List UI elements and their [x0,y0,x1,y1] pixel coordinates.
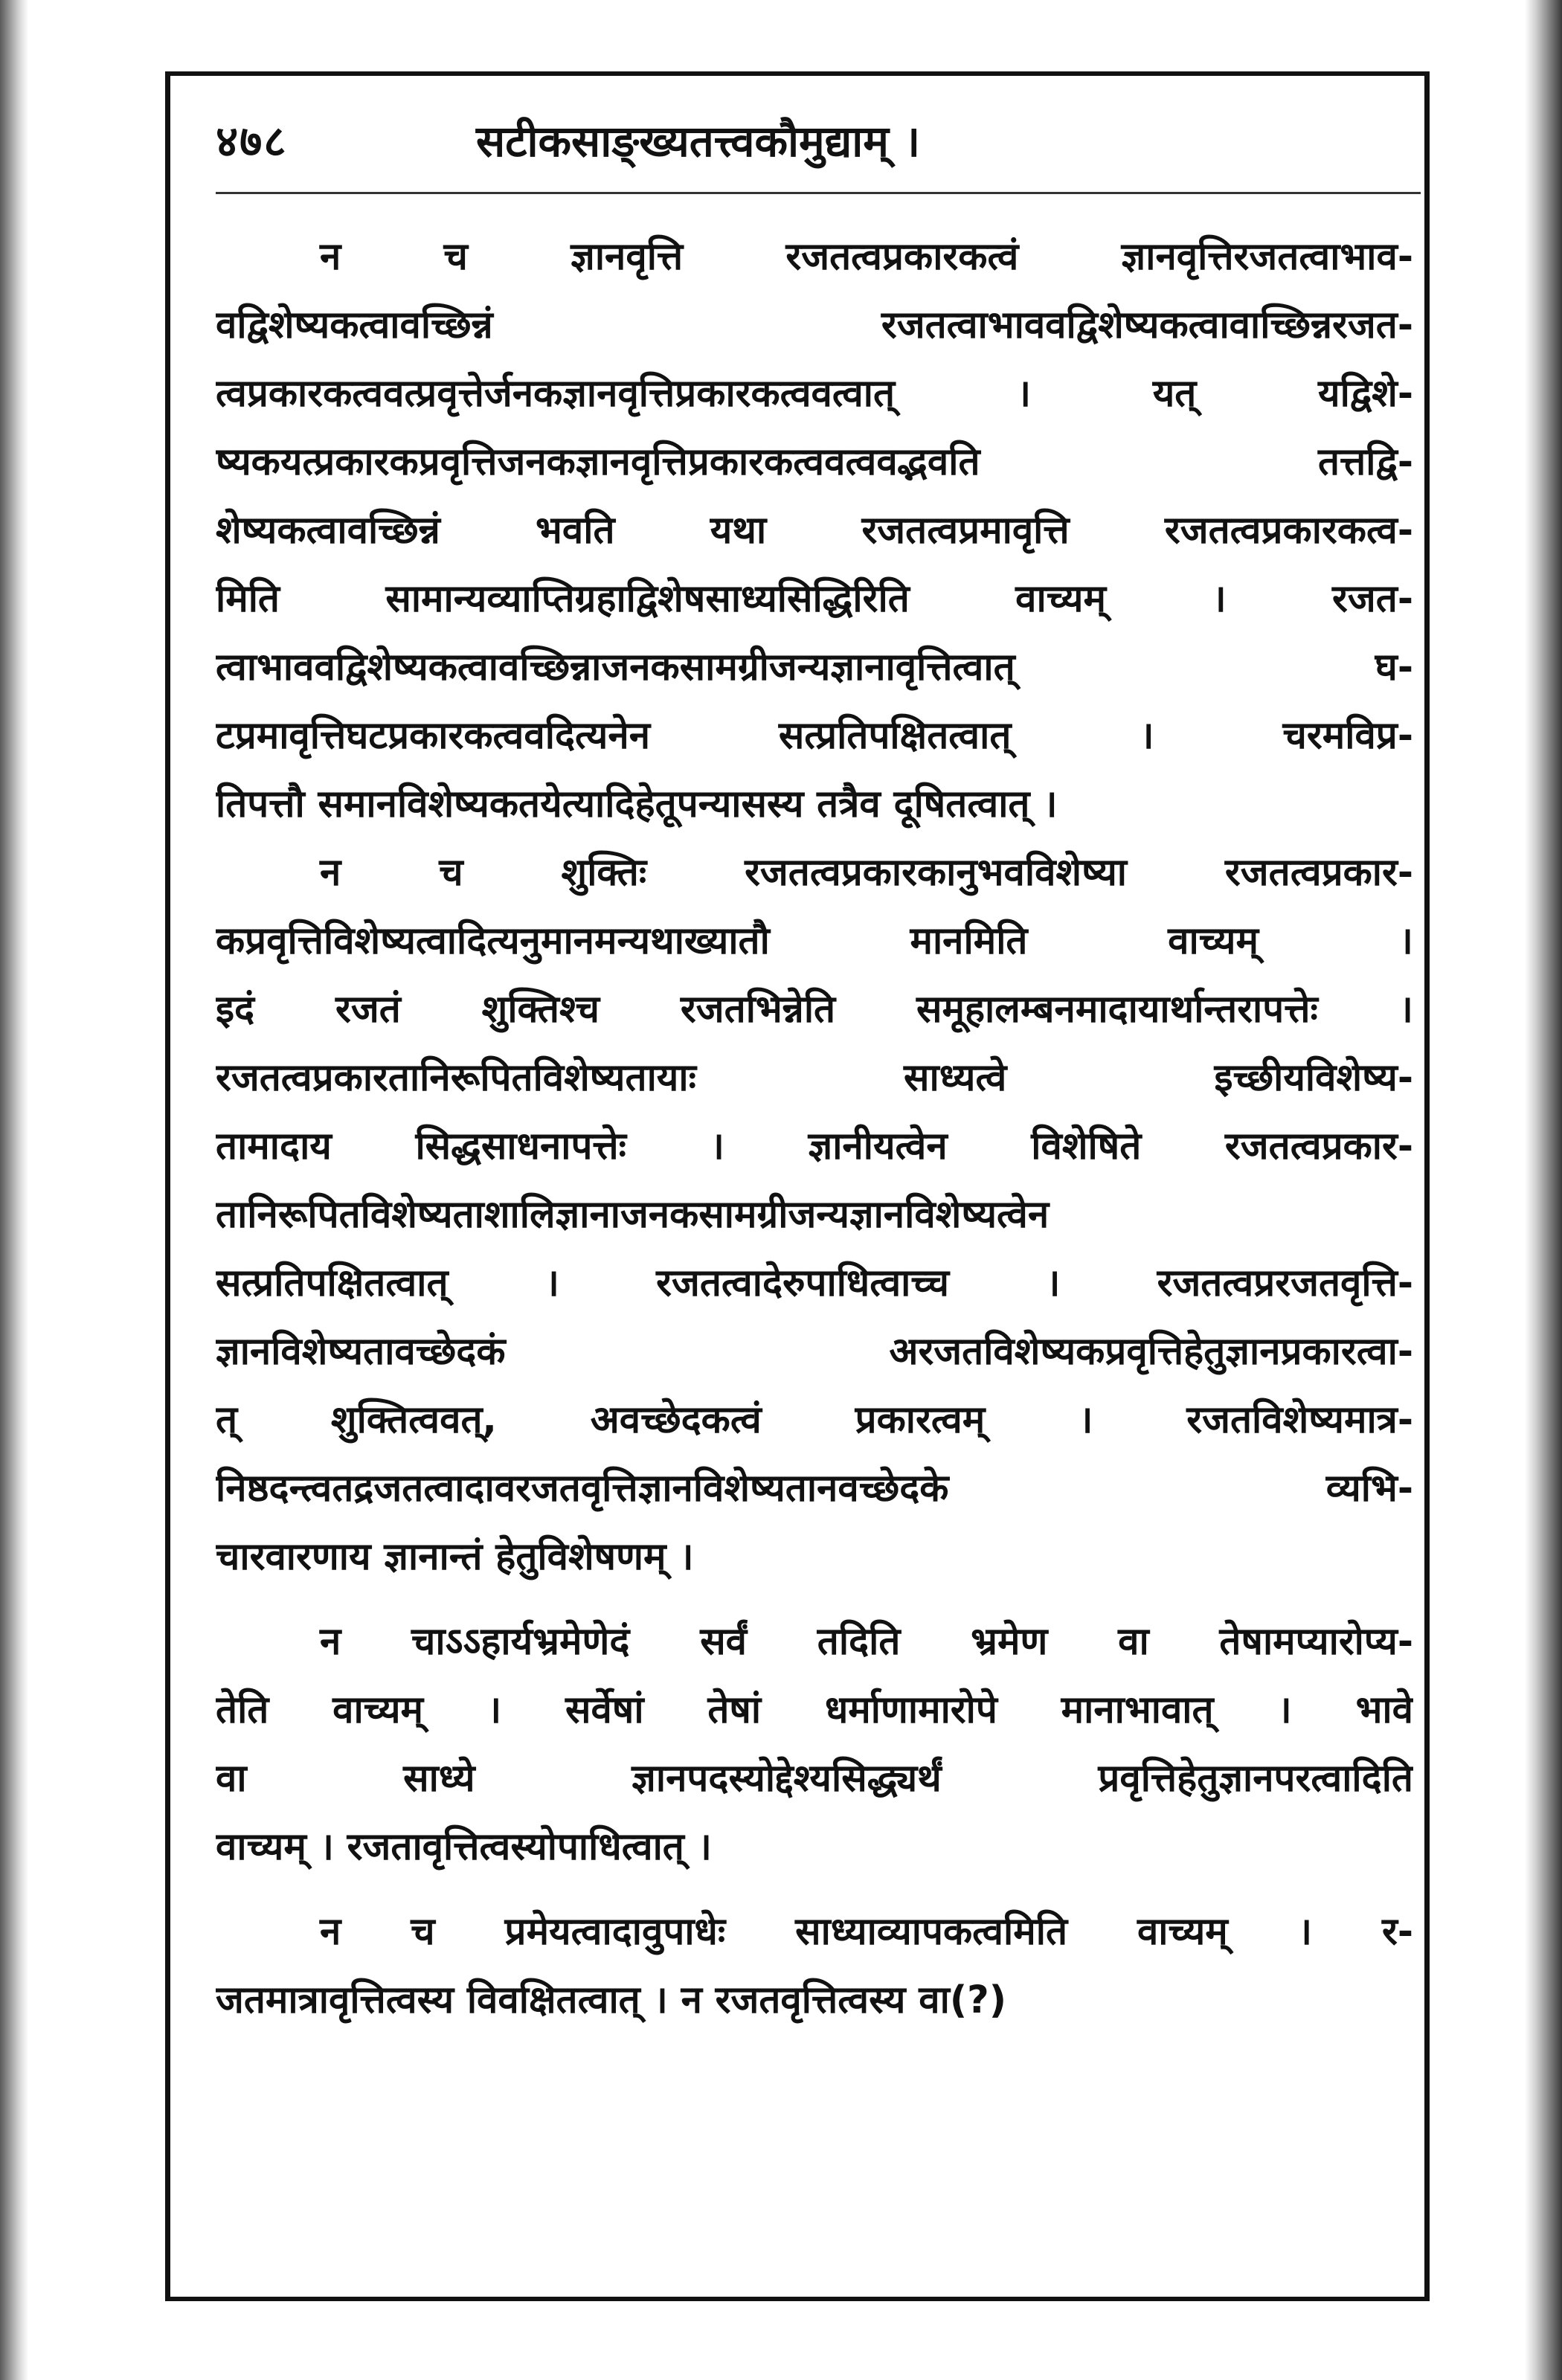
text-line: शेष्यकत्वावच्छिन्नं भवति यथा रजतत्वप्रमावृत्ति रजतत्वप्रकारकत्व- [216,509,1413,553]
text-line: चारवारणाय ज्ञानान्तं हेतुविशेषणम् । [216,1535,694,1579]
text-line: मिति सामान्यव्याप्तिग्रहाद्विशेषसाध्यसिद्धिरिति वाच्यम् । रजत- [216,577,1413,621]
text-line: जतमात्रावृत्तित्वस्य विवक्षितत्वात् । न रजतवृत्तित्वस्य वा(?) [216,1978,1007,2022]
paragraph-gap [216,1882,1413,1898]
text-line: निष्ठदन्त्वतद्रजतत्वादावरजतवृत्तिज्ञानविशेष्यतानवच्छेदके व्यभि- [216,1467,1413,1511]
text-line: न च ज्ञानवृत्ति रजतत्वप्रकारकत्वं ज्ञानवृत्तिरजतत्वाभाव- [320,235,1413,279]
paragraph [216,839,1413,1592]
text-line: त्वाभाववद्विशेष्यकत्वावच्छिन्नाजनकसामग्रीजन्यज्ञानावृत्तित्वात् घ- [216,646,1413,689]
scan-edge-left [0,0,28,2380]
text-line: सत्प्रतिपक्षितत्वात् । रजतत्वादेरुपाधित्वाच्च । रजतत्वप्ररजतवृत्ति- [216,1261,1413,1305]
text-line: कप्रवृत्तिविशेष्यत्वादित्यनुमानमन्यथाख्यातौ मानमिति वाच्यम् । [216,919,1413,963]
text-line: तिपत्तौ समानविशेष्यकतयेत्यादिहेतूपन्यासस्य तत्रैव दूषितत्वात् । [216,782,1058,826]
text-line: न च शुक्तिः रजतत्वप्रकारकानुभवविशेष्या रजतत्वप्रकार- [320,851,1413,895]
text-line: न चाऽऽहार्यभ्रमेणेदं सर्वं तदिति भ्रमेण वा तेषामप्यारोप्य- [320,1620,1413,1664]
text-line: टप्रमावृत्तिघटप्रकारकत्ववदित्यनेन सत्प्रतिपक्षितत्वात् । चरमविप्र- [216,714,1413,758]
text-line: इदं रजतं शुक्तिश्च रजतभिन्नेति समूहालम्बनमादायार्थान्तरापत्तेः । [216,988,1413,1032]
text-line: न च प्रमेयत्वादावुपाधेः साध्याव्यापकत्वमिति वाच्यम् । र- [320,1910,1413,1954]
text-line: वद्विशेष्यकत्वावच्छिन्नं रजतत्वाभाववद्विशेष्यकत्वावाच्छिन्नरजत- [216,303,1413,347]
scan-edge-right [1525,0,1562,2380]
bottom-border-rule [165,2297,1430,2301]
text-line: वा साध्ये ज्ञानपदस्योद्देश्यसिद्ध्यर्थं प्रवृत्तिहेतुज्ञानपरत्वादिति [216,1757,1413,1801]
text-line: तामादाय सिद्धसाधनापत्तेः । ज्ञानीयत्वेन विशेषिते रजतत्वप्रकार- [216,1125,1413,1168]
top-border-rule [165,71,1430,76]
header-rule [216,192,1421,194]
page-number: ४७८ [216,116,288,167]
paragraph-gap [216,1592,1413,1608]
paragraph [216,223,1413,839]
running-head: सटीकसाङ्ख्यतत्त्वकौमुद्याम् । [476,116,921,167]
body-text [216,223,1413,2035]
paragraph [216,1898,1413,2035]
text-line: रजतत्वप्रकारतानिरूपितविशेष्यतायाः साध्यत्वे इच्छीयविशेष्य- [216,1056,1413,1100]
text-line: तानिरूपितविशेष्यताशालिज्ञानाजनकसामग्रीजन्यज्ञानविशेष्यत्वेन [216,1193,1050,1237]
paragraph [216,1608,1413,1882]
text-line: त् शुक्तित्ववत्, अवच्छेदकत्वं प्रकारत्वम् । रजतविशेष्यमात्र- [216,1398,1413,1442]
text-line: त्वप्रकारकत्ववत्प्रवृत्तेर्जनकज्ञानवृत्तिप्रकारकत्ववत्वात् । यत् यद्विशे- [216,372,1413,416]
text-line: वाच्यम् । रजतावृत्तित्वस्योपाधित्वात् । [216,1825,712,1869]
text-line: तेति वाच्यम् । सर्वेषां तेषां धर्माणामारोपे मानाभावात् । भावे [216,1688,1413,1732]
text-line: ष्यकयत्प्रकारकप्रवृत्तिजनकज्ञानवृत्तिप्रकारकत्ववत्ववद्भवति तत्तद्वि- [216,440,1413,484]
text-line: ज्ञानविशेष्यतावच्छेदकं अरजतविशेष्यकप्रवृत्तिहेतुज्ञानप्रकारत्वा- [216,1330,1413,1374]
